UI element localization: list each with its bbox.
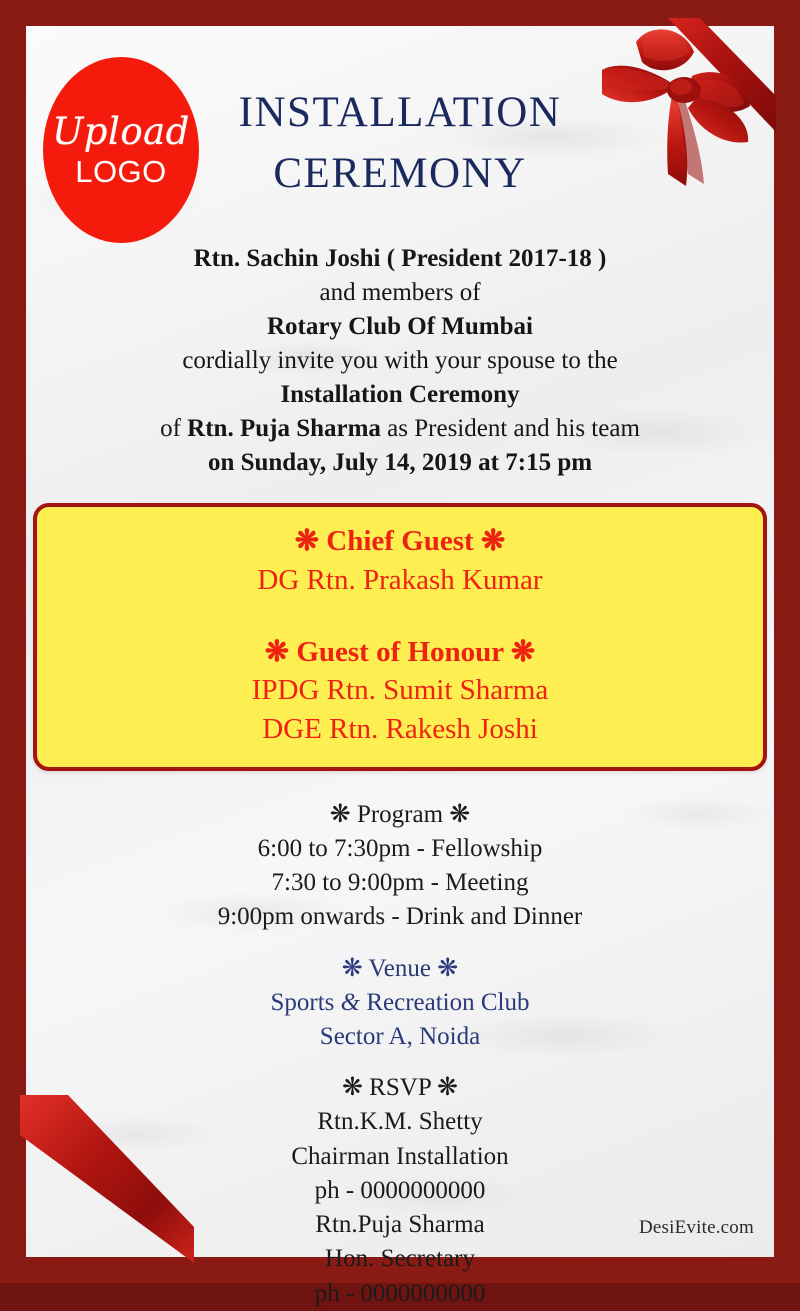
event-datetime-line: on Sunday, July 14, 2019 at 7:15 pm: [207, 449, 593, 477]
new-president-line: [26, 412, 774, 446]
venue-name-part-2: Recreation Club: [360, 989, 530, 1017]
rsvp-line: Rtn.K.M. Shetty: [317, 1108, 483, 1136]
club-name-line: Rotary Club Of Mumbai: [267, 313, 533, 341]
program-heading: ❋ Program ❋: [329, 801, 471, 829]
invitation-text: [26, 242, 774, 480]
new-president-name: Rtn. Puja Sharma: [187, 415, 381, 443]
venue-address: Sector A, Noida: [319, 1023, 481, 1051]
guest-of-honour-name-2: DGE Rtn. Rakesh Joshi: [262, 713, 538, 746]
venue-heading: ❋ Venue ❋: [341, 955, 459, 983]
guest-of-honour-name-1: IPDG Rtn. Sumit Sharma: [251, 674, 549, 707]
venue-name: [26, 986, 774, 1020]
title-line-2: CEREMONY: [273, 150, 527, 198]
guest-box-spacer: [47, 600, 753, 634]
chief-guest-heading: ❋ Chief Guest ❋: [294, 525, 506, 558]
program-item: 6:00 to 7:30pm - Fellowship: [257, 835, 543, 863]
rsvp-heading: ❋ RSVP ❋: [341, 1074, 458, 1102]
rsvp-section: [26, 1071, 774, 1311]
venue-name-part-1: Sports: [270, 989, 341, 1017]
venue-section: [26, 952, 774, 1054]
and-members-line: and members of: [319, 279, 481, 307]
new-president-prefix: of: [160, 415, 188, 443]
program-item: 9:00pm onwards - Drink and Dinner: [217, 903, 583, 931]
program-item: 7:30 to 9:00pm - Meeting: [271, 869, 529, 897]
chief-guest-name: DG Rtn. Prakash Kumar: [257, 563, 543, 596]
guest-of-honour-heading: ❋ Guest of Honour ❋: [264, 635, 536, 668]
guest-highlight-box: [33, 503, 767, 771]
rsvp-phone: ph - 0000000000: [314, 1176, 486, 1204]
rsvp-phone: ph - 0000000000: [314, 1279, 486, 1307]
venue-name-ampersand: &: [340, 989, 361, 1017]
event-name-line: Installation Ceremony: [280, 381, 520, 409]
upload-logo-word: LOGO: [75, 154, 167, 189]
invitation-paper: [26, 26, 774, 1307]
upload-logo-badge[interactable]: [43, 57, 199, 243]
title-line-1: INSTALLATION: [238, 89, 562, 136]
host-name-line: Rtn. Sachin Joshi ( President 2017-18 ): [193, 245, 607, 273]
program-section: [26, 798, 774, 934]
rsvp-line: Chairman Installation: [291, 1142, 509, 1170]
cordially-invite-line: cordially invite you with your spouse to the: [182, 347, 618, 375]
watermark: DesiEvite.com: [639, 1217, 754, 1238]
upload-logo-script-text: Upload: [52, 110, 190, 153]
rsvp-line: Rtn.Puja Sharma: [315, 1211, 485, 1239]
new-president-suffix: as President and his team: [380, 415, 640, 443]
rsvp-line: Hon. Secretary: [325, 1245, 475, 1273]
